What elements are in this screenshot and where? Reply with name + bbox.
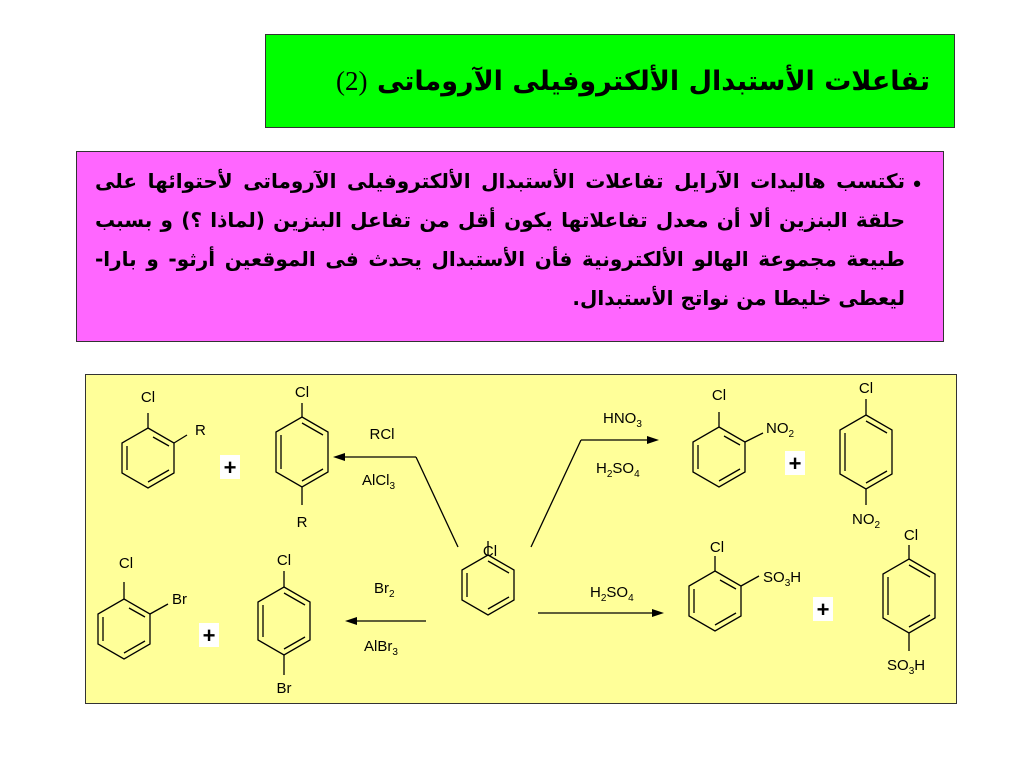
cl-label-center: Cl [482, 543, 498, 560]
nitration-branch-line [531, 440, 581, 547]
plus-sign-nitration: + [788, 451, 802, 476]
plus-sign-alkylation: + [223, 455, 237, 480]
para-bromo-product-ring [258, 571, 310, 675]
cl-label-para-bromo: Cl [276, 552, 292, 569]
cl-label-ortho-nitro: Cl [711, 387, 727, 404]
bromination-arrowhead-icon [345, 617, 357, 625]
reagent-h2so4-sulfonation: $H_2SO_4$ [590, 584, 634, 604]
reaction-scheme [85, 374, 957, 704]
reagent-br2: $Br_2$ [374, 580, 395, 600]
reagent-h2so4-nitration: $H_2SO_4$ [596, 460, 640, 480]
cl-label-ortho-alkyl: Cl [140, 389, 156, 406]
br-label-ortho: Br [172, 591, 187, 608]
cl-label-para-alkyl: Cl [294, 384, 310, 401]
alkylation-branch-line [416, 457, 458, 547]
plus-sign-sulfonation: + [816, 597, 830, 622]
sulfonation-arrowhead-icon [652, 609, 664, 617]
para-alkyl-product-ring [276, 403, 328, 505]
so3h-label-para: $SO_3H$ [887, 657, 926, 677]
para-nitro-product-ring [840, 399, 892, 505]
br-label-para: Br [276, 680, 292, 697]
r-label-para: R [296, 514, 308, 531]
cl-label-para-sulfonic: Cl [903, 527, 919, 544]
nitration-arrowhead-icon [647, 436, 659, 444]
para-sulfonic-product-ring [883, 545, 935, 651]
so3h-label-ortho: $SO_3H$ [763, 569, 802, 589]
no2-label-para: $NO_2$ [852, 511, 881, 531]
title-banner [265, 34, 955, 128]
ortho-bromo-product-ring [98, 582, 168, 659]
bullet-paragraph: تكتسب هاليدات الآرايل تفاعلات الأستبدال الألكتروفيلى الآروماتى لأحتوائها على حلقة البنزين ألا أن معدل تفاعلاتها يكون أقل من تفاعل البنزين (لماذا ؟) و بسبب طبيعة مجموعة الهالو الألكترونية فأن الأستبدال يحدث فى الموقعين أرثو- و بارا- ليعطى خليطا من نواتج الأستبدال. [95, 169, 905, 310]
alkylation-arrowhead-icon [333, 453, 345, 461]
ortho-sulfonic-product-ring [689, 556, 759, 631]
ortho-alkyl-product-ring [122, 413, 187, 488]
reagent-rcl: RCl [369, 426, 395, 443]
page-title [336, 66, 930, 97]
ortho-nitro-product-ring [693, 412, 763, 487]
reagent-albr3: AlBr$_3$ [364, 638, 398, 658]
r-label-ortho: R [195, 422, 206, 439]
title-number: (2) [336, 65, 368, 96]
no2-label-ortho: $NO_2$ [766, 420, 795, 440]
bullet-dot-icon: • [913, 171, 921, 196]
bullet-panel [76, 151, 944, 342]
reagent-alcl3: AlCl$_3$ [362, 472, 396, 492]
cl-label-ortho-sulfonic: Cl [709, 539, 725, 556]
reagent-hno3: $HNO_3$ [603, 410, 642, 430]
cl-label-ortho-bromo: Cl [118, 555, 134, 572]
title-text: تفاعلات الأستبدال الألكتروفيلى الآروماتى [376, 65, 930, 97]
reaction-scheme-svg [86, 375, 958, 705]
cl-label-para-nitro: Cl [858, 380, 874, 397]
plus-sign-bromination: + [202, 623, 216, 648]
